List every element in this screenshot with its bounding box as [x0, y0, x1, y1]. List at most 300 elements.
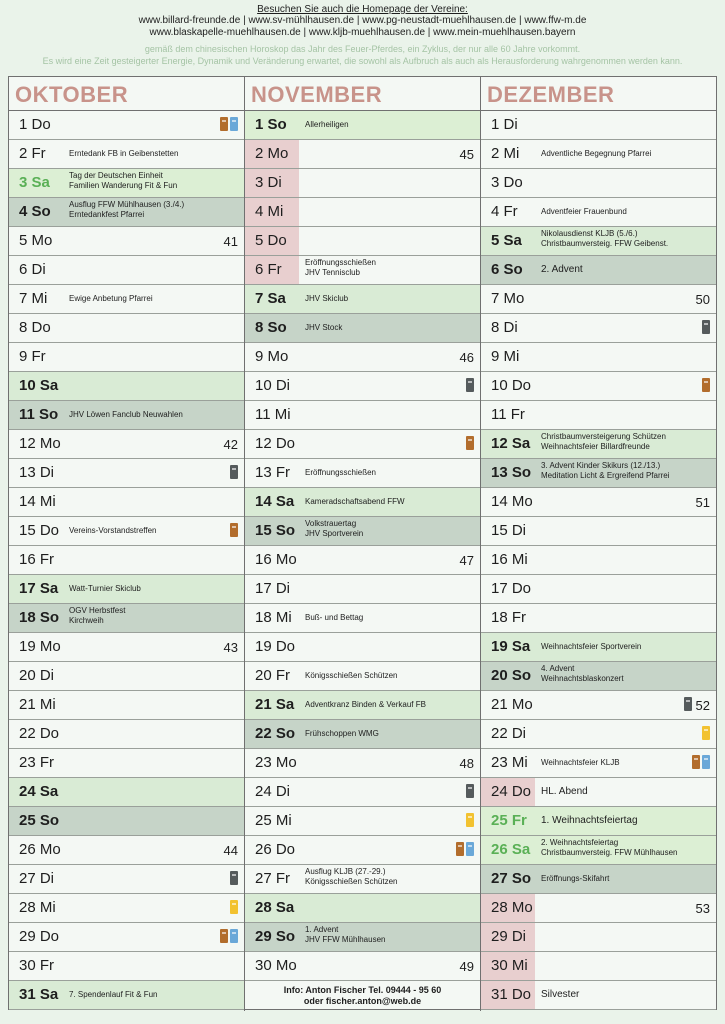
day-row: [481, 923, 716, 952]
event-text: [541, 432, 666, 452]
day-label: 21 Mi: [19, 696, 56, 713]
waste-bins: [464, 378, 474, 396]
event-line: Christbaumversteigerung Schützen: [541, 432, 666, 441]
day-label: 13 Fr: [255, 464, 291, 481]
day-label: 11 Mi: [255, 406, 291, 423]
day-row: [481, 662, 716, 691]
day-label: 5 Sa: [491, 232, 522, 249]
event-line: Königsschießen Schützen: [305, 671, 398, 680]
event-text: [541, 149, 651, 159]
day-label: 29 So: [255, 928, 296, 945]
event-text: [305, 294, 348, 304]
day-label: 22 Di: [491, 725, 527, 742]
event-line: Meditation Licht & Ergreifend Pfarrei: [541, 471, 670, 480]
event-line: JHV FFW Mühlhausen: [305, 935, 386, 944]
day-label: 25 Fr: [491, 812, 527, 829]
day-row: [9, 198, 244, 227]
event-line: JHV Sportverein: [305, 529, 364, 538]
day-label: 26 Mo: [19, 841, 61, 858]
event-text: [69, 990, 158, 1000]
event-line: Königsschießen Schützen: [305, 877, 398, 886]
event-line: Ewige Anbetung Pfarrei: [69, 294, 153, 303]
day-row: [481, 836, 716, 865]
week-number: 41: [223, 234, 238, 249]
waste-bins: [464, 813, 474, 831]
day-label: 27 Di: [19, 870, 55, 887]
day-row: [9, 546, 244, 575]
day-label: 17 Do: [491, 580, 532, 597]
day-row: [481, 459, 716, 488]
day-label: 7 Sa: [255, 290, 286, 307]
event-text: [305, 323, 342, 333]
month-header: [245, 77, 480, 111]
day-label: 16 Fr: [19, 551, 55, 568]
day-row: [9, 720, 244, 749]
day-label: 23 Mi: [491, 754, 528, 771]
event-line: JHV Tennisclub: [305, 268, 360, 277]
event-text: [69, 149, 178, 159]
event-line: Weihnachtsfeier Billardfreunde: [541, 442, 650, 451]
day-label: 6 So: [491, 261, 523, 278]
day-label: 13 Di: [19, 464, 55, 481]
day-row: [245, 343, 480, 372]
header-line-2: www.billard-freunde.de | www.sv-mühlhausen.de | www.pg-neustadt-muehlhausen.de | www.ffw-m.de: [138, 15, 587, 26]
day-row: [481, 430, 716, 459]
day-label: 20 Di: [19, 667, 55, 684]
blue-bin-icon: [230, 117, 238, 131]
event-line: JHV Stock: [305, 323, 343, 332]
header-line-3: www.blaskapelle-muehlhausen.de | www.kljb-muehlhausen.de | www.mein-muehlhausen.bayern: [149, 27, 576, 38]
day-label: 26 Sa: [491, 841, 531, 858]
blue-bin-icon: [230, 929, 238, 943]
day-row: [481, 894, 716, 923]
day-row: [245, 169, 480, 198]
event-line: Christbaumversteig. FFW Mühlhausen: [541, 848, 678, 857]
event-line: Eröffnungsschießen: [305, 258, 377, 267]
waste-bins: [228, 465, 238, 483]
day-row: [481, 227, 716, 256]
day-label: 3 Do: [491, 174, 523, 191]
event-line: Buß- und Bettag: [305, 613, 364, 622]
grey-bin-icon: [684, 697, 692, 711]
event-text: [541, 642, 641, 652]
month-title: DEZEMBER: [487, 82, 615, 107]
event-line: 3. Advent Kinder Skikurs (12./13.): [541, 461, 661, 470]
day-row: [245, 198, 480, 227]
week-number: 49: [459, 959, 474, 974]
day-row: [245, 256, 480, 285]
day-label: 31 Sa: [19, 986, 59, 1003]
waste-bins: [454, 842, 474, 860]
event-text: [541, 874, 609, 884]
week-number: 46: [459, 350, 474, 365]
brown-bin-icon: [220, 929, 228, 943]
day-row: [245, 923, 480, 952]
header-line-5: Es wird eine Zeit gesteigerter Energie, Dynamik und Veränderung erwartet, die sowohl als Aufbruch als auch als Herausforderung wahrgenommen werden kann.: [42, 56, 683, 66]
blue-bin-icon: [466, 842, 474, 856]
event-text: [305, 700, 426, 710]
day-label: 16 Mo: [255, 551, 297, 568]
day-label: 15 Di: [491, 522, 527, 539]
event-line: Volkstrauertag: [305, 519, 357, 528]
waste-bins: [700, 378, 710, 396]
day-label: 18 Mi: [255, 609, 292, 626]
day-row: [481, 285, 716, 314]
month-title: OKTOBER: [15, 82, 129, 107]
header: [0, 0, 725, 72]
day-label: 18 So: [19, 609, 60, 626]
event-line: Erntedank FB in Geibenstetten: [69, 149, 179, 158]
day-row: [481, 401, 716, 430]
event-line: Adventkranz Binden & Verkauf FB: [305, 700, 426, 709]
day-label: 7 Mo: [491, 290, 525, 307]
day-label: 3 Di: [255, 174, 282, 191]
day-row: [9, 517, 244, 546]
event-text: [305, 120, 349, 130]
event-line: JHV Löwen Fanclub Neuwahlen: [69, 410, 183, 419]
waste-bins: [700, 320, 710, 338]
day-row: [481, 343, 716, 372]
day-row: [481, 604, 716, 633]
day-label: 12 Mo: [19, 435, 61, 452]
event-text: [541, 786, 588, 797]
event-line: Nikolausdienst KLJB (5./6.): [541, 229, 638, 238]
day-row: [481, 865, 716, 894]
day-label: 9 Fr: [19, 348, 46, 365]
event-line: Kameradschaftsabend FFW: [305, 497, 405, 506]
event-line: Familien Wanderung Fit & Fun: [69, 181, 178, 190]
contact-line: Info: Anton Fischer Tel. 09444 - 95 60: [283, 985, 442, 995]
event-text: [69, 410, 183, 420]
day-row: [245, 285, 480, 314]
day-label: 6 Fr: [255, 261, 282, 278]
event-line: Silvester: [541, 989, 580, 1000]
day-row: [9, 894, 244, 923]
month-header: [9, 77, 244, 111]
event-text: [541, 815, 638, 826]
day-row: [481, 198, 716, 227]
event-text: [69, 294, 153, 304]
event-line: Frühschoppen WMG: [305, 729, 379, 738]
event-line: Erntedankfest Pfarrei: [69, 210, 145, 219]
day-row: [9, 981, 244, 1010]
day-label: 15 Do: [19, 522, 60, 539]
day-row: [481, 807, 716, 836]
day-label: 20 So: [491, 667, 532, 684]
day-row: [481, 720, 716, 749]
day-label: 13 So: [491, 464, 532, 481]
day-label: 24 Di: [255, 783, 291, 800]
day-label: 14 Mo: [491, 493, 533, 510]
day-row: [245, 140, 480, 169]
day-row: [245, 894, 480, 923]
event-text: [541, 229, 668, 249]
grey-bin-icon: [230, 871, 238, 885]
event-text: [305, 867, 398, 887]
day-row: [245, 459, 480, 488]
week-number: 50: [695, 292, 710, 307]
day-label: 17 Di: [255, 580, 291, 597]
event-line: Adventliche Begegnung Pfarrei: [541, 149, 652, 158]
week-number: 43: [223, 640, 238, 655]
event-text: [305, 258, 376, 278]
event-text: [69, 606, 125, 626]
day-label: 19 Sa: [491, 638, 531, 655]
day-label: 21 Sa: [255, 696, 295, 713]
day-label: 9 Mi: [491, 348, 520, 365]
day-label: 30 Mi: [491, 957, 528, 974]
event-line: Weihnachtsfeier Sportverein: [541, 642, 642, 651]
day-row: [9, 227, 244, 256]
yellow-bin-icon: [702, 726, 710, 740]
day-label: 24 Do: [491, 783, 532, 800]
yellow-bin-icon: [466, 813, 474, 827]
brown-bin-icon: [702, 378, 710, 392]
week-number: 52: [695, 698, 710, 713]
event-text: [541, 758, 620, 768]
month-title: NOVEMBER: [251, 82, 383, 107]
month-header: [481, 77, 716, 111]
waste-bins: [690, 755, 710, 773]
day-label: 10 Di: [255, 377, 291, 394]
day-row: [481, 372, 716, 401]
waste-bins: [228, 871, 238, 889]
event-text: [69, 200, 184, 220]
day-row: [9, 778, 244, 807]
day-label: 25 Mi: [255, 812, 292, 829]
day-label: 4 So: [19, 203, 51, 220]
day-row: [481, 633, 716, 662]
day-label: 1 Do: [19, 116, 51, 133]
day-label: 22 Do: [19, 725, 60, 742]
brown-bin-icon: [220, 117, 228, 131]
day-row: [245, 575, 480, 604]
day-row: [9, 952, 244, 981]
day-row: [9, 633, 244, 662]
day-label: 29 Do: [19, 928, 60, 945]
day-label: 5 Mo: [19, 232, 53, 249]
day-row: [245, 633, 480, 662]
day-row: [9, 662, 244, 691]
day-row: [9, 459, 244, 488]
day-row: [481, 691, 716, 720]
day-row: [245, 111, 480, 140]
day-row: [481, 749, 716, 778]
day-row: [9, 749, 244, 778]
day-label: 26 Do: [255, 841, 296, 858]
day-label: 6 Di: [19, 261, 46, 278]
event-line: 1. Advent: [305, 925, 339, 934]
day-label: 28 Mi: [19, 899, 56, 916]
day-row: [245, 952, 480, 981]
day-row: [245, 836, 480, 865]
event-line: Ausflug KLJB (27.-29.): [305, 867, 386, 876]
day-row: [9, 111, 244, 140]
event-text: [541, 461, 670, 481]
day-row: [9, 285, 244, 314]
waste-bins: [218, 929, 238, 947]
day-row: [9, 691, 244, 720]
day-label: 4 Fr: [491, 203, 518, 220]
event-line: Watt-Turnier Skiclub: [69, 584, 141, 593]
day-label: 12 Do: [255, 435, 296, 452]
day-label: 20 Fr: [255, 667, 291, 684]
event-text: [305, 468, 376, 478]
week-number: 45: [459, 147, 474, 162]
event-text: [305, 729, 379, 739]
day-row: [245, 720, 480, 749]
event-text: [305, 497, 405, 507]
day-label: 30 Fr: [19, 957, 55, 974]
waste-bins: [682, 697, 692, 715]
day-label: 29 Di: [491, 928, 527, 945]
day-row: [481, 488, 716, 517]
event-line: 7. Spendenlauf Fit & Fun: [69, 990, 158, 999]
day-row: [245, 372, 480, 401]
day-label: 10 Do: [491, 377, 532, 394]
event-line: Ausflug FFW Mühlhausen (3./4.): [69, 200, 185, 209]
week-number: 48: [459, 756, 474, 771]
day-row: [245, 691, 480, 720]
event-text: [541, 207, 627, 217]
day-row: [245, 227, 480, 256]
waste-bins: [218, 117, 238, 135]
day-row: [481, 517, 716, 546]
day-label: 11 Fr: [491, 406, 525, 423]
event-line: Eröffnungs-Skifahrt: [541, 874, 610, 883]
day-label: 16 Mi: [491, 551, 528, 568]
event-text: [541, 264, 583, 275]
day-row: [245, 604, 480, 633]
day-label: 25 So: [19, 812, 60, 829]
day-label: 24 Sa: [19, 783, 59, 800]
day-label: 14 Mi: [19, 493, 56, 510]
event-line: Eröffnungsschießen: [305, 468, 377, 477]
day-row: [245, 749, 480, 778]
waste-bins: [464, 784, 474, 802]
event-text: [69, 526, 156, 536]
day-row: [481, 575, 716, 604]
event-line: Christbaumversteig. FFW Geibenst.: [541, 239, 669, 248]
day-label: 19 Mo: [19, 638, 61, 655]
day-row: [245, 662, 480, 691]
event-line: Kirchweih: [69, 616, 104, 625]
event-line: JHV Skiclub: [305, 294, 349, 303]
event-line: Weihnachtsfeier KLJB: [541, 758, 620, 767]
event-text: [541, 989, 579, 1000]
day-label: 1 So: [255, 116, 287, 133]
day-label: 17 Sa: [19, 580, 59, 597]
day-label: 18 Fr: [491, 609, 527, 626]
day-label: 8 Do: [19, 319, 51, 336]
day-label: 19 Do: [255, 638, 296, 655]
day-row: [481, 952, 716, 981]
day-label: 8 Di: [491, 319, 518, 336]
day-row: [9, 256, 244, 285]
event-line: Tag der Deutschen Einheit: [69, 171, 163, 180]
day-row: [9, 604, 244, 633]
event-text: [69, 584, 141, 594]
day-row: [9, 923, 244, 952]
week-number: 47: [459, 553, 474, 568]
day-row: [481, 778, 716, 807]
day-row: [481, 111, 716, 140]
grey-bin-icon: [466, 784, 474, 798]
waste-bins: [228, 523, 238, 541]
event-text: [305, 671, 398, 681]
day-label: 14 Sa: [255, 493, 295, 510]
day-row: [245, 546, 480, 575]
grey-bin-icon: [702, 320, 710, 334]
event-text: [305, 613, 363, 623]
day-row: [481, 314, 716, 343]
day-label: 28 Sa: [255, 899, 295, 916]
day-label: 30 Mo: [255, 957, 297, 974]
contact-line: oder fischer.anton@web.de: [303, 996, 422, 1006]
day-label: 9 Mo: [255, 348, 289, 365]
day-row: [481, 140, 716, 169]
day-label: 21 Mo: [491, 696, 533, 713]
day-label: 2 Fr: [19, 145, 46, 162]
day-row: [9, 140, 244, 169]
day-label: 12 Sa: [491, 435, 531, 452]
brown-bin-icon: [692, 755, 700, 769]
brown-bin-icon: [466, 436, 474, 450]
brown-bin-icon: [456, 842, 464, 856]
day-row: [9, 488, 244, 517]
event-line: HL. Abend: [541, 786, 588, 797]
event-line: Vereins-Vorstandstreffen: [69, 526, 157, 535]
day-row: [245, 778, 480, 807]
day-label: 8 So: [255, 319, 287, 336]
grey-bin-icon: [466, 378, 474, 392]
day-label: 4 Mi: [255, 203, 284, 220]
day-row: [245, 517, 480, 546]
day-row: [9, 314, 244, 343]
day-label: 22 So: [255, 725, 296, 742]
contact-info: [245, 981, 480, 1010]
day-row: [9, 343, 244, 372]
event-line: 2. Advent: [541, 264, 583, 275]
week-number: 51: [695, 495, 710, 510]
day-row: [9, 430, 244, 459]
day-label: 3 Sa: [19, 174, 50, 191]
calendar-grid: [8, 76, 717, 1010]
day-row: [9, 575, 244, 604]
brown-bin-icon: [230, 523, 238, 537]
day-label: 27 So: [491, 870, 532, 887]
event-text: [305, 519, 363, 539]
day-row: [245, 314, 480, 343]
day-label: 27 Fr: [255, 870, 291, 887]
event-line: Weihnachtsblaskonzert: [541, 674, 624, 683]
event-line: Allerheiligen: [305, 120, 349, 129]
day-row: [481, 256, 716, 285]
grey-bin-icon: [230, 465, 238, 479]
month-column-november: [245, 77, 481, 1011]
day-label: 2 Mo: [255, 145, 289, 162]
day-row: [245, 430, 480, 459]
event-line: Adventfeier Frauenbund: [541, 207, 627, 216]
day-label: 23 Mo: [255, 754, 297, 771]
blue-bin-icon: [702, 755, 710, 769]
day-label: 7 Mi: [19, 290, 48, 307]
waste-bins: [228, 900, 238, 918]
day-label: 10 Sa: [19, 377, 59, 394]
day-row: [9, 372, 244, 401]
day-row: [481, 546, 716, 575]
event-text: [305, 925, 385, 945]
